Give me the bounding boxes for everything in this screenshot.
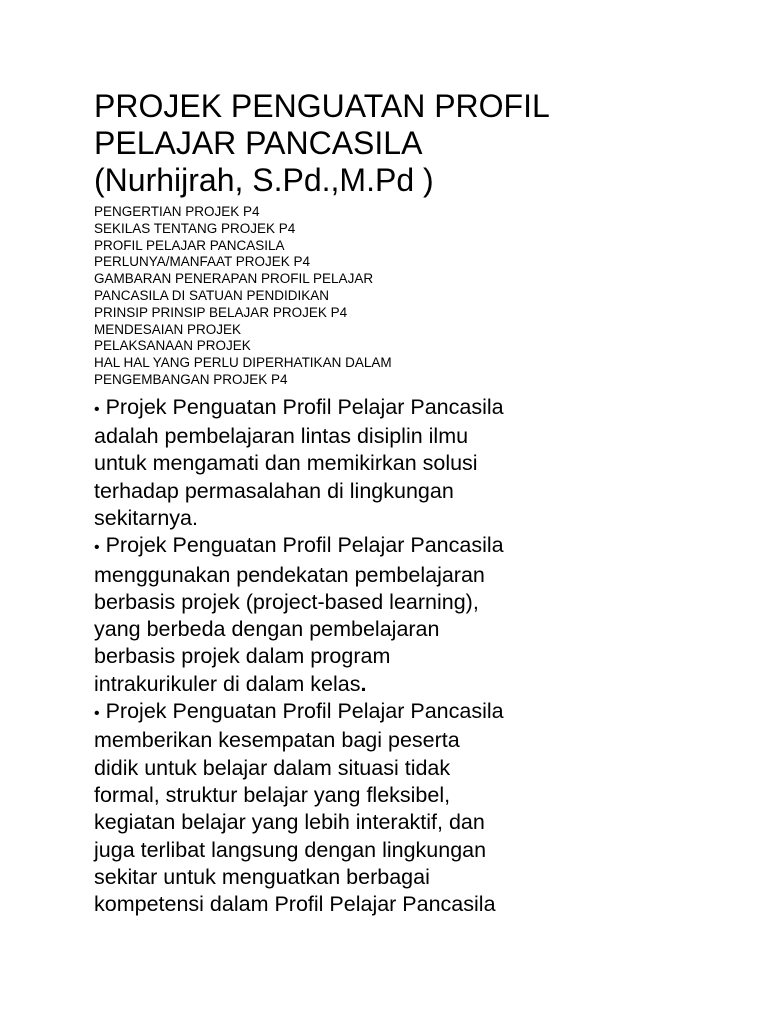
bullet-paragraph-2 [94, 532, 734, 698]
topic-item: PENGEMBANGAN PROJEK P4 [94, 371, 288, 387]
paragraph-line: juga terlibat langsung dengan lingkungan [94, 837, 487, 862]
title-line-2: PELAJAR PANCASILA [94, 125, 423, 161]
paragraph-line [94, 698, 734, 727]
paragraph-line: kompetensi dalam Profil Pelajar Pancasila [94, 892, 496, 917]
topic-item: PANCASILA DI SATUAN PENDIDIKAN [94, 287, 330, 303]
bullet-paragraph-3 [94, 698, 734, 918]
topic-item: PENGERTIAN PROJEK P4 [94, 204, 260, 219]
topic-item: PELAKSANAAN PROJEK [94, 338, 251, 354]
topic-item: PROFIL PELAJAR PANCASILA [94, 237, 285, 253]
topic-item: MENDESAIAN PROJEK [94, 321, 242, 337]
title-author-line: (Nurhijrah, S.Pd.,M.Pd ) [94, 162, 434, 198]
topic-item: HAL HAL YANG PERLU DIPERHATIKAN DALAM [94, 355, 392, 371]
paragraph-line: yang berbeda dengan pembelajaran [94, 617, 440, 642]
paragraph-line: berbasis projek dalam program [94, 644, 391, 669]
paragraph-line [94, 671, 734, 698]
topic-item: PRINSIP PRINSIP BELAJAR PROJEK P4 [94, 304, 348, 320]
paragraph-text: Projek Penguatan Profil Pelajar Pancasila [105, 533, 504, 558]
bullet-paragraph-1 [94, 394, 734, 532]
paragraph-line [94, 532, 734, 561]
paragraph-line: terhadap permasalahan di lingkungan [94, 478, 454, 503]
document-title [94, 88, 734, 199]
title-line-1: PROJEK PENGUATAN PROFIL [94, 88, 550, 124]
bullet-point: • [94, 539, 100, 557]
paragraph-text: Projek Penguatan Profil Pelajar Pancasila [105, 394, 504, 419]
paragraph-line: adalah pembelajaran lintas disiplin ilmu [94, 424, 469, 449]
paragraph-line: didik untuk belajar dalam situasi tidak [94, 755, 451, 780]
end-period: . [360, 671, 367, 696]
topic-item: PERLUNYA/MANFAAT PROJEK P4 [94, 254, 311, 270]
bullet-point: • [94, 705, 100, 723]
topic-item: SEKILAS TENTANG PROJEK P4 [94, 220, 296, 236]
paragraph-line: berbasis projek (project-based learning), [94, 589, 479, 614]
paragraph-line: sekitar untuk menguatkan berbagai [94, 864, 430, 889]
topic-item: GAMBARAN PENERAPAN PROFIL PELAJAR [94, 271, 374, 287]
paragraph-line: untuk mengamati dan memikirkan solusi [94, 451, 478, 476]
topics-list [94, 204, 734, 389]
paragraph-line: kegiatan belajar yang lebih interaktif, dan [94, 810, 485, 835]
bullet-point: • [94, 400, 100, 418]
paragraph-line: formal, struktur belajar yang fleksibel, [94, 782, 451, 807]
paragraph-line: menggunakan pendekatan pembelajaran [94, 562, 485, 587]
paragraph-line: sekitarnya. [94, 505, 198, 530]
paragraph-line: memberikan kesempatan bagi peserta [94, 728, 460, 753]
paragraph-text: intrakurikuler di dalam kelas [94, 671, 361, 696]
paragraph-line [94, 394, 734, 423]
document-body [94, 394, 734, 919]
paragraph-text: Projek Penguatan Profil Pelajar Pancasila [105, 699, 504, 724]
document-page [94, 88, 734, 918]
